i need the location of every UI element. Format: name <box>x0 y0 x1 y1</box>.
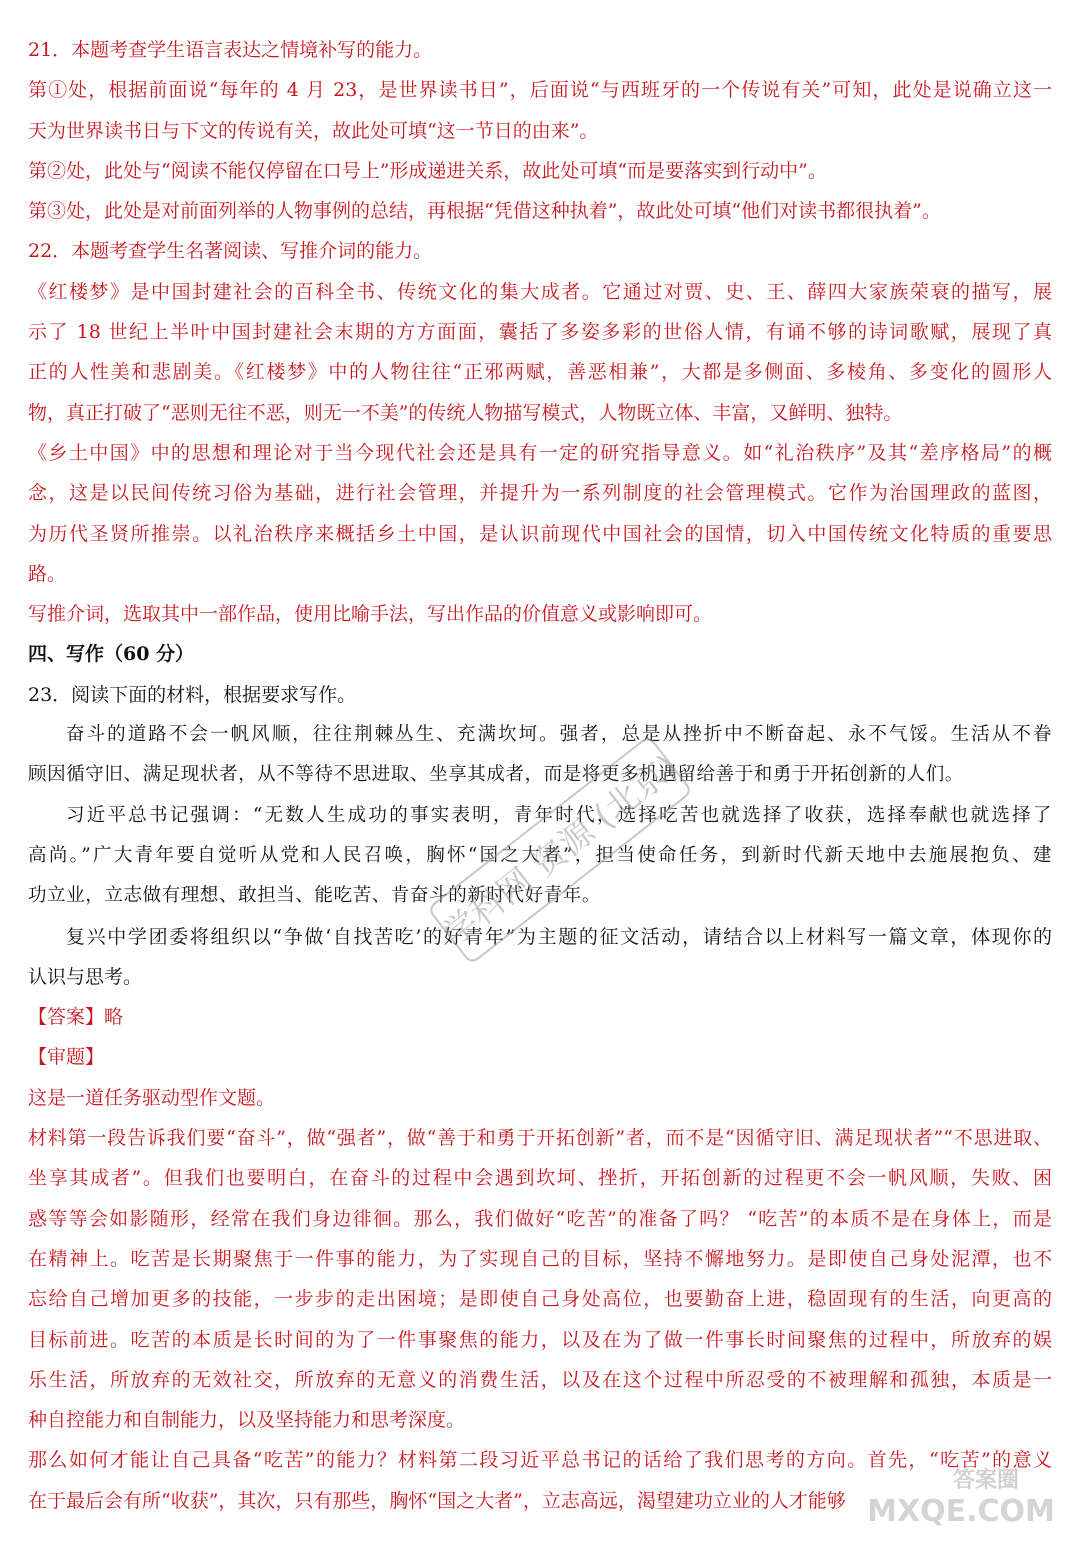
text-line: 物，真正打破了“恶则无往不恶，则无一不美”的传统人物描写模式，人物既立体、丰富，又鲜明、独特。 <box>28 401 903 424</box>
text-line: 【答案】略 <box>28 1006 124 1029</box>
document-page <box>28 30 1052 1521</box>
text-line: 念，这是以民间传统习俗为基础，进行社会管理，并提升为一系列制度的社会管理模式。它作为治国理政的蓝图， <box>28 482 1052 505</box>
text-line: 习近平总书记强调：“无数人生成功的事实表明，青年时代，选择吃苦也就选择了收获，选择奉献也就选择了 <box>66 804 1052 826</box>
text-line: 正的人性美和悲剧美。《红楼梦》中的人物往往“正邪两赋，善恶相兼”，大都是多侧面、多棱角、多变化的圆形人 <box>28 361 1052 384</box>
watermark-corner-text: MXQE.COM <box>867 1494 1055 1529</box>
text-line: 《红楼梦》是中国封建社会的百科全书、传统文化的集大成者。它通过对贾、史、王、薛四大家族荣衰的描写，展 <box>28 280 1052 303</box>
watermark-corner-sub: 答案圈 <box>952 1468 1020 1493</box>
text-line: 惑等等会如影随形，经常在我们身边徘徊。那么，我们做好“吃苦”的准备了吗？ “吃苦”的本质不是在身体上，而是 <box>28 1207 1052 1230</box>
text-line: 顾因循守旧、满足现状者，从不等待不思进取、坐享其成者，而是将更多机遇留给善于和勇于开拓创新的人们。 <box>28 764 964 786</box>
text-line: 第②处，此处与“阅读不能仅停留在口号上”形成递进关系，故此处可填“而是要落实到行动中”。 <box>28 159 827 182</box>
text-line: 功立业，立志做有理想、敢担当、能吃苦、肯奋斗的新时代好青年。 <box>28 885 602 907</box>
text-line: 材料第一段告诉我们要“奋斗”，做“强者”，做“善于和勇于开拓创新”者，而不是“因循守旧、满足现状者”“不思进取、 <box>28 1127 1052 1150</box>
text-line: 天为世界读书日与下文的传说有关，故此处可填“这一节日的由来”。 <box>28 119 599 142</box>
text-line: 乐生活，所放弃的无效社交，所放弃的无意义的消费生活，以及在这个过程中所忍受的不被理解和孤独，本质是一 <box>28 1368 1052 1391</box>
text-line: 忘给自己增加更多的技能，一步步的走出困境；是即使自己身处高位，也要勤奋上进，稳固现有的生活，向更高的 <box>28 1288 1052 1311</box>
text-line: 四、写作（60 分） <box>28 643 195 666</box>
text-line: 21．本题考查学生语言表达之情境补写的能力。 <box>28 39 433 61</box>
text-line: 认识与思考。 <box>28 965 143 988</box>
text-line: 在于最后会有所“收获”，其次，只有那些，胸怀“国之大者”，立志高远，渴望建功立业的人才能够 <box>28 1489 846 1512</box>
text-line: 坐享其成者”。但我们也要明白，在奋斗的过程中会遇到坎坷、挫折，开拓创新的过程更不会一帆风顺，失败、困 <box>28 1167 1052 1190</box>
text-line: 路。 <box>28 562 67 585</box>
text-line: 在精神上。吃苦是长期聚焦于一件事的能力，为了实现自己的目标，坚持不懈地努力。是即使自己身处泥潭，也不 <box>28 1247 1052 1270</box>
text-line: 复兴中学团委将组织以“争做‘自找苦吃’的好青年”为主题的征文活动，请结合以上材料写一篇文章，体现你的 <box>66 925 1052 948</box>
text-line: 高尚。”广大青年要自觉听从党和人民召唤，胸怀“国之大者”，担当使命任务，到新时代新天地中去施展抱负、建 <box>28 844 1052 866</box>
text-line: 第①处，根据前面说“每年的 4 月 23，是世界读书日”，后面说“与西班牙的一个传说有关”可知，此处是说确立这一 <box>28 79 1052 102</box>
text-line: 那么如何才能让自己具备“吃苦”的能力？材料第二段习近平总书记的话给了我们思考的方向。首先，“吃苦”的意义 <box>28 1449 1052 1472</box>
text-line: 23．阅读下面的材料，根据要求写作。 <box>28 683 357 706</box>
text-line: 这是一道任务驱动型作文题。 <box>28 1086 276 1109</box>
text-line: 奋斗的道路不会一帆风顺，往往荆棘丛生、充满坎坷。强者，总是从挫折中不断奋起、永不气馁。生活从不眷 <box>66 724 1052 746</box>
text-line: 《乡土中国》中的思想和理论对于当今现代社会还是具有一定的研究指导意义。如“礼治秩序”及其“差序格局”的概 <box>28 441 1052 464</box>
text-line: 种自控能力和自制能力，以及坚持能力和思考深度。 <box>28 1409 466 1432</box>
text-line: 22．本题考查学生名著阅读、写推介词的能力。 <box>28 240 433 263</box>
text-line: 为历代圣贤所推崇。以礼治秩序来概括乡土中国，是认识前现代中国社会的国情，切入中国传统文化特质的重要思 <box>28 522 1052 545</box>
text-line: 写推介词，选取其中一部作品，使用比喻手法，写出作品的价值意义或影响即可。 <box>28 603 713 626</box>
text-line: 【审题】 <box>28 1046 105 1069</box>
text-line: 示了 18 世纪上半叶中国封建社会末期的方方面面，囊括了多姿多彩的世俗人情，有诵不够的诗词歌赋，展现了真 <box>28 321 1052 344</box>
watermark-center-text: 学科网 资源 (北京) <box>435 746 686 955</box>
text-line: 目标前进。吃苦的本质是长时间的为了一件事聚焦的能力，以及在为了做一件事长时间聚焦的过程中，所放弃的娱 <box>28 1328 1052 1351</box>
text-line: 第③处，此处是对前面列举的人物事例的总结，再根据“凭借这种执着”，故此处可填“他们对读书都很执着”。 <box>28 200 941 223</box>
